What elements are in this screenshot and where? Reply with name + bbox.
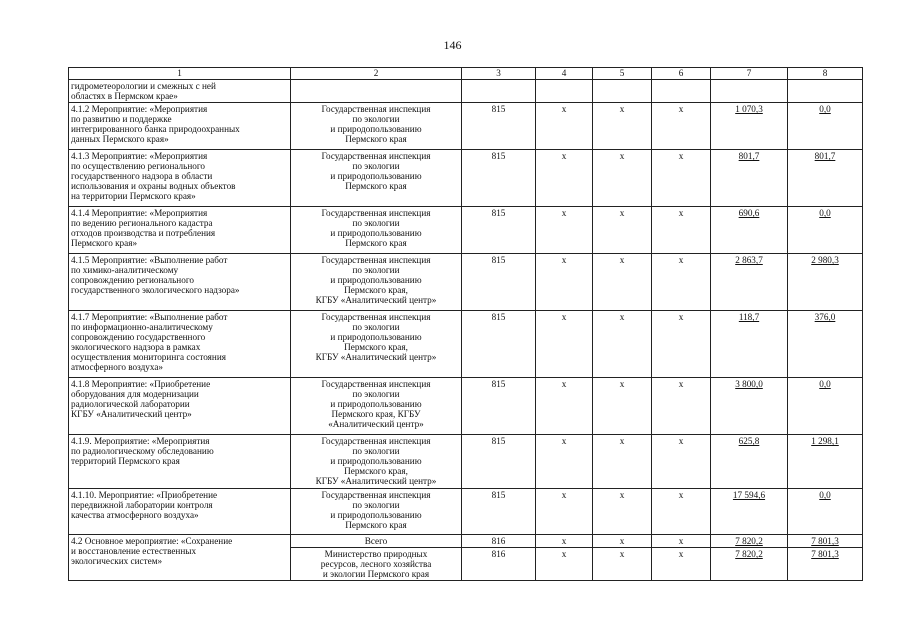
cell-col4: х [536,535,593,548]
table-row [69,150,863,207]
cell-col6: х [652,103,711,150]
cell-col5: х [593,207,652,254]
amount-col7: 801,7 [711,150,788,207]
column-header: 1 [69,68,291,80]
column-header-row [69,68,863,80]
cell-col4: х [536,489,593,535]
table-row [69,489,863,535]
amount-col8: 7 801,3 [788,548,863,581]
amount-col8: 1 298,1 [788,435,863,489]
cell-col5 [593,80,652,103]
amount-col8: 0,0 [788,207,863,254]
responsible-agency: Всего [291,535,462,548]
responsible-agency [291,80,462,103]
amount-col8: 7 801,3 [788,535,863,548]
amount-col8 [788,80,863,103]
cell-col5: х [593,103,652,150]
amount-col7: 7 820,2 [711,535,788,548]
responsible-agency: Государственная инспекция по экологии и природопользованию Пермского края [291,489,462,535]
cell-col5: х [593,548,652,581]
code-cell: 816 [462,548,536,581]
page-number: 146 [443,38,462,52]
responsible-agency: Государственная инспекция по экологии и природопользованию Пермского края [291,103,462,150]
column-header: 7 [711,68,788,80]
cell-col6: х [652,150,711,207]
amount-col7: 7 820,2 [711,548,788,581]
activity-name: 4.1.10. Мероприятие: «Приобретение передвижной лаборатории контроля качества атмосферного воздуха» [69,489,291,535]
cell-col5: х [593,535,652,548]
amount-col8: 0,0 [788,378,863,435]
cell-col5: х [593,150,652,207]
responsible-agency: Государственная инспекция по экологии и природопользованию Пермского края, КГБУ «Аналитический центр» [291,311,462,378]
amount-col8: 0,0 [788,489,863,535]
code-cell: 815 [462,150,536,207]
amount-col8: 0,0 [788,103,863,150]
amount-col7: 690,6 [711,207,788,254]
cell-col4: х [536,548,593,581]
column-header: 6 [652,68,711,80]
table-row [69,311,863,378]
cell-col4: х [536,254,593,311]
activity-name: 4.1.2 Мероприятие: «Мероприятия по развитию и поддержке интегрированного банка природоохранных данных Пермского края» [69,103,291,150]
responsible-agency: Министерство природных ресурсов, лесного хозяйства и экологии Пермского края [291,548,462,581]
cell-col6: х [652,311,711,378]
code-cell: 815 [462,489,536,535]
amount-col7: 118,7 [711,311,788,378]
cell-col6 [652,80,711,103]
code-cell: 815 [462,435,536,489]
amount-col7: 1 070,3 [711,103,788,150]
budget-table [68,67,863,581]
cell-col4 [536,80,593,103]
cell-col5: х [593,435,652,489]
activity-name: 4.1.4 Мероприятие: «Мероприятия по ведению регионального кадастра отходов производства и потребления Пермского края» [69,207,291,254]
amount-col7: 3 800,0 [711,378,788,435]
column-header: 3 [462,68,536,80]
table-row [69,207,863,254]
responsible-agency: Государственная инспекция по экологии и природопользованию Пермского края, КГБУ «Аналитический центр» [291,435,462,489]
column-header: 5 [593,68,652,80]
cell-col6: х [652,254,711,311]
activity-name: гидрометеорологии и смежных с ней областях в Пермском крае» [69,80,291,103]
responsible-agency: Государственная инспекция по экологии и природопользованию Пермского края [291,150,462,207]
cell-col6: х [652,535,711,548]
cell-col4: х [536,103,593,150]
code-cell [462,80,536,103]
amount-col8: 801,7 [788,150,863,207]
column-header: 2 [291,68,462,80]
cell-col6: х [652,378,711,435]
table-row [69,80,863,103]
column-header: 4 [536,68,593,80]
activity-name: 4.1.5 Мероприятие: «Выполнение работ по химико-аналитическому сопровождению регионального государственного экологического надзора» [69,254,291,311]
cell-col4: х [536,150,593,207]
cell-col5: х [593,489,652,535]
table-row [69,535,863,548]
column-header: 8 [788,68,863,80]
table-row [69,103,863,150]
cell-col6: х [652,207,711,254]
code-cell: 816 [462,535,536,548]
responsible-agency: Государственная инспекция по экологии и природопользованию Пермского края, КГБУ «Аналитический центр» [291,378,462,435]
cell-col4: х [536,435,593,489]
amount-col8: 2 980,3 [788,254,863,311]
activity-name: 4.1.8 Мероприятие: «Приобретение оборудования для модернизации радиологической лаборатории КГБУ «Аналитический центр» [69,378,291,435]
code-cell: 815 [462,378,536,435]
amount-col7: 17 594,6 [711,489,788,535]
responsible-agency: Государственная инспекция по экологии и природопользованию Пермского края [291,207,462,254]
cell-col6: х [652,435,711,489]
cell-col6: х [652,489,711,535]
code-cell: 815 [462,311,536,378]
cell-col5: х [593,311,652,378]
cell-col6: х [652,548,711,581]
cell-col4: х [536,378,593,435]
activity-name: 4.1.9. Мероприятие: «Мероприятия по радиологическому обследованию территорий Пермского края [69,435,291,489]
table-row [69,435,863,489]
code-cell: 815 [462,254,536,311]
cell-col4: х [536,311,593,378]
amount-col8: 376,0 [788,311,863,378]
code-cell: 815 [462,103,536,150]
cell-col5: х [593,254,652,311]
activity-name: 4.1.3 Мероприятие: «Мероприятия по осуществлению регионального государственного надзора в области использования и охраны водных объектов на территории Пермского края» [69,150,291,207]
table-row [69,378,863,435]
responsible-agency: Государственная инспекция по экологии и природопользованию Пермского края, КГБУ «Аналитический центр» [291,254,462,311]
cell-col4: х [536,207,593,254]
amount-col7: 2 863,7 [711,254,788,311]
code-cell: 815 [462,207,536,254]
amount-col7 [711,80,788,103]
activity-name: 4.2 Основное мероприятие: «Сохранение и восстановление естественных экологических систем» [69,535,291,581]
amount-col7: 625,8 [711,435,788,489]
table-row [69,254,863,311]
cell-col5: х [593,378,652,435]
activity-name: 4.1.7 Мероприятие: «Выполнение работ по информационно-аналитическому сопровождению государственного экологического надзора в рамках осуществления мониторинга состояния атмосферного воздуха» [69,311,291,378]
